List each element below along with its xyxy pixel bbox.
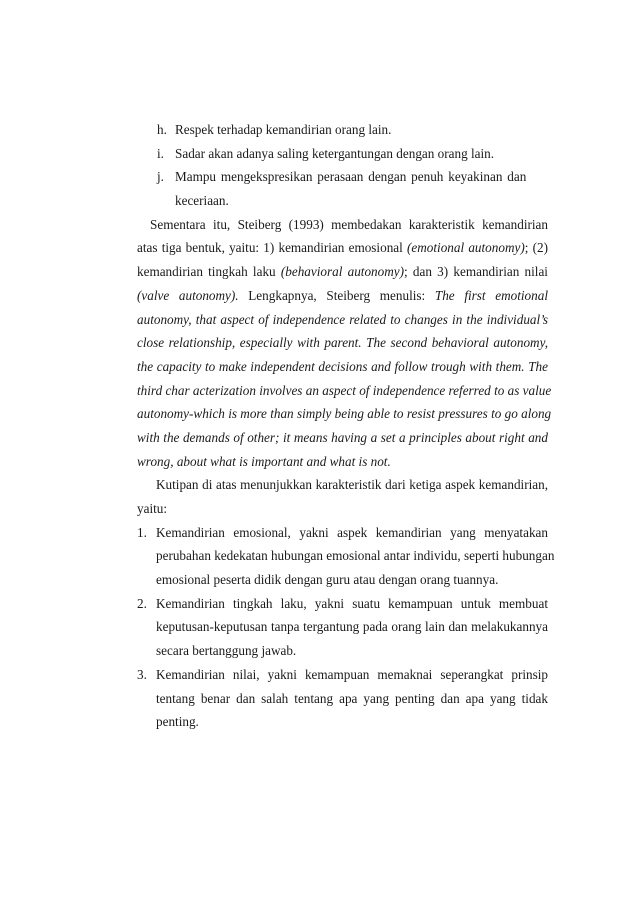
list-item-text: Kemandirian nilai, yakni kemampuan memaknai seperangkat prinsip bbox=[156, 666, 548, 682]
list-item-continuation: emosional peserta didik dengan guru atau dengan orang tuannya. bbox=[156, 572, 499, 588]
list-item-h bbox=[137, 118, 548, 142]
list-marker: j. bbox=[157, 169, 164, 185]
list-item-i bbox=[137, 142, 548, 166]
list-item-continuation: tentang benar dan salah tentang apa yang penting dan apa yang tidak bbox=[156, 690, 548, 706]
text-line: Mampu mengekspresikan perasaan dengan penuh keyakinan dan bbox=[175, 169, 527, 185]
list-item-text: Sadar akan adanya saling ketergantungan dengan orang lain. bbox=[175, 145, 495, 161]
paragraph-line: yaitu: bbox=[137, 501, 168, 516]
numbered-item-3 bbox=[137, 663, 548, 687]
text-run: ; dan 3) kemandirian nilai bbox=[404, 264, 548, 280]
quote-line: the capacity to make independent decisions and follow trough with them. The bbox=[137, 358, 548, 374]
list-marker: i. bbox=[157, 145, 164, 161]
list-item-text: Kemandirian emosional, yakni aspek kemandirian yang menyatakan bbox=[156, 524, 548, 540]
numbered-item-1 bbox=[137, 521, 548, 545]
paragraph-line: Sementara itu, Steiberg (1993) membedakan karakteristik kemandirian bbox=[150, 216, 548, 232]
list-marker: 1. bbox=[137, 524, 147, 540]
list-item-text: Kemandirian tingkah laku, yakni suatu kemampuan untuk membuat bbox=[156, 595, 548, 611]
list-marker: h. bbox=[157, 122, 167, 137]
list-item-continuation: secara bertanggung jawab. bbox=[156, 643, 297, 659]
list-item-continuation: penting. bbox=[156, 714, 199, 730]
list-item-j bbox=[137, 165, 548, 189]
paragraph-line bbox=[137, 284, 548, 308]
text-run: ; (2) bbox=[524, 240, 548, 256]
paragraph-line bbox=[137, 260, 548, 284]
quote-line: close relationship, especially with parent. The second behavioral autonomy, bbox=[137, 335, 548, 351]
italic-term: (behavioral autonomy) bbox=[280, 264, 405, 280]
list-item-text: Respek terhadap kemandirian orang lain. bbox=[175, 122, 392, 137]
list-item-continuation: keputusan-keputusan tanpa tergantung pada orang lain dan melakukannya bbox=[156, 619, 548, 635]
text-run: Lengkapnya, Steiberg menulis: bbox=[238, 287, 435, 303]
numbered-item-2 bbox=[137, 592, 548, 616]
list-item-j-continuation: keceriaan. bbox=[175, 193, 229, 209]
italic-term: (valve autonomy). bbox=[137, 287, 239, 303]
list-marker: 2. bbox=[137, 595, 147, 611]
list-item-continuation: perubahan kedekatan hubungan emosional antar individu, seperti hubungan bbox=[156, 548, 555, 564]
quote-line: autonomy, that aspect of independence related to changes in the individual’s bbox=[137, 311, 548, 327]
italic-term: (emotional autonomy) bbox=[407, 240, 525, 256]
quote-line: third char acterization involves an aspect of independence referred to as value bbox=[137, 382, 552, 398]
paragraph-line bbox=[137, 236, 548, 260]
quote-line: wrong, about what is important and what is not. bbox=[137, 453, 391, 469]
text-run: kemandirian tingkah laku bbox=[137, 264, 281, 280]
text-run: atas tiga bentuk, yaitu: 1) kemandirian emosional bbox=[137, 240, 407, 256]
quote-line: autonomy-which is more than simply being able to resist pressures to go along bbox=[137, 406, 552, 422]
paragraph-line: Kutipan di atas menunjukkan karakteristik dari ketiga aspek kemandirian, bbox=[156, 477, 548, 493]
body-text bbox=[137, 118, 555, 734]
quote-line: with the demands of other; it means having a set a principles about right and bbox=[137, 429, 548, 445]
italic-quote: The first emotional bbox=[434, 287, 548, 303]
list-marker: 3. bbox=[137, 666, 147, 682]
list-item-text bbox=[175, 165, 548, 189]
